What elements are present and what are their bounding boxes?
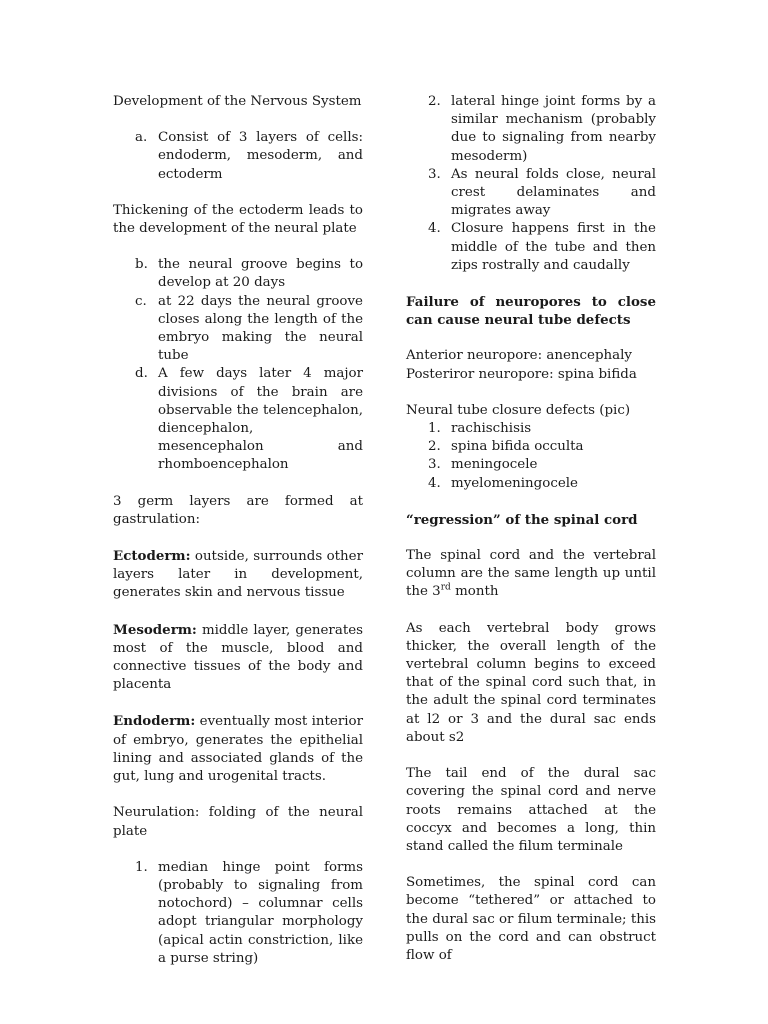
paragraph-ectoderm <box>113 547 363 603</box>
list-item-text: Closure happens first in the middle of the tube and then zips rostrally and caudally <box>451 221 656 273</box>
list-marker: b. <box>135 257 148 273</box>
heading-regression: “regression” of the spinal cord <box>406 511 638 528</box>
list-marker: 4. <box>428 475 441 491</box>
list-marker: 4. <box>428 221 441 237</box>
list-marker: 3. <box>428 457 441 473</box>
list-defects <box>406 420 656 493</box>
document-title: Development of the Nervous System <box>113 94 362 109</box>
list-layers <box>113 129 363 184</box>
paragraph-germ-layers: 3 germ layers are formed at gastrulation: <box>113 493 363 527</box>
list-neural-groove <box>113 256 363 474</box>
paragraph-neurulation: Neurulation: folding of the neural plate <box>113 805 363 839</box>
anterior-neuropore: Anterior neuropore: anencephaly <box>406 348 632 364</box>
list-item <box>113 859 363 968</box>
list-item <box>406 220 656 275</box>
list-neurulation-steps-continued <box>406 93 656 275</box>
list-item-text: A few days later 4 major divisions of the brain are observable the telencephalon, diencephalon, mesencephalon and rhomboencephalon <box>158 366 363 473</box>
term-mesoderm: Mesoderm: <box>113 621 197 638</box>
paragraph-thickening: Thickening of the ectoderm leads to the development of the neural plate <box>113 202 363 237</box>
list-item-text: median hinge point forms (probably to signaling from notochord) – columnar cells adopt triangular morphology (apical actin constriction, like a purse string) <box>158 859 363 966</box>
paragraph-defects: Neural tube closure defects (pic) <box>406 402 631 418</box>
list-item-text: rachischisis <box>451 421 532 437</box>
paragraph-same-length <box>406 547 656 602</box>
definition-mesoderm: middle layer, generates most of the muscle, blood and connective tissues of the body and placenta <box>113 622 363 693</box>
list-item <box>406 438 656 456</box>
list-item-text: at 22 days the neural groove closes along the length of the embryo making the neural tube <box>158 293 363 364</box>
list-item <box>406 166 656 221</box>
definition-endoderm: eventually most interior of embryo, generates the epithelial lining and associated glands of the gut, lung and urogenital tracts. <box>113 714 363 785</box>
list-item-text: As neural folds close, neural crest delaminates and migrates away <box>451 166 656 219</box>
list-item <box>113 129 363 184</box>
list-item-text: meningocele <box>451 457 538 473</box>
list-marker: a. <box>135 130 148 146</box>
list-item-text: the neural groove begins to develop at 20 days <box>158 257 363 291</box>
right-column <box>406 93 656 983</box>
list-marker: 3. <box>428 166 441 182</box>
list-marker: d. <box>135 366 148 382</box>
paragraph-neuropores <box>406 347 656 383</box>
list-neurulation-steps <box>113 859 363 968</box>
paragraph-dural-sac: The tail end of the dural sac covering the spinal cord and nerve roots remains attached at the coccyx and becomes a long, thin stand called the filum terminale <box>406 766 656 854</box>
list-item <box>406 456 656 474</box>
list-item <box>406 475 656 493</box>
list-item <box>406 420 656 438</box>
list-marker: 2. <box>428 94 441 109</box>
list-item-text: Consist of 3 layers of cells: endoderm, mesoderm, and ectoderm <box>158 130 363 182</box>
paragraph-vertebral-growth: As each vertebral body grows thicker, the overall length of the vertebral column begins to exceed that of the spinal cord such that, in the adult the spinal cord terminates at l2 or 3 and the dural sac ends about s2 <box>406 620 656 745</box>
list-item <box>113 365 363 474</box>
term-endoderm: Endoderm: <box>113 713 196 730</box>
list-item-text: spina bifida occulta <box>451 439 584 455</box>
list-item-text: myelomeningocele <box>451 475 578 491</box>
left-column <box>113 93 363 986</box>
posterior-neuropore: Posteriror neuropore: spina bifida <box>406 366 637 382</box>
list-item-text: lateral hinge joint forms by a similar mechanism (probably due to signaling from nearby mesoderm) <box>451 94 656 164</box>
list-item <box>113 256 363 292</box>
list-item <box>406 93 656 166</box>
term-ectoderm: Ectoderm: <box>113 548 191 565</box>
paragraph-mesoderm <box>113 621 363 695</box>
list-marker: c. <box>135 293 147 309</box>
list-marker: 1. <box>428 421 441 437</box>
list-item <box>113 293 363 366</box>
paragraph-tethered: Sometimes, the spinal cord can become “tethered” or attached to the dural sac or filum terminale; this pulls on the cord and can obstruct flow of <box>406 875 656 963</box>
heading-failure: Failure of neuropores to close can cause neural tube defects <box>406 294 656 329</box>
list-marker: 1. <box>135 859 148 875</box>
text-fragment: The spinal cord and the vertebral column are the same length up until the 3 <box>406 548 656 600</box>
text-fragment: month <box>455 584 499 600</box>
definition-ectoderm: outside, surrounds other layers later in development, generates skin and nervous tissue <box>113 549 363 601</box>
list-marker: 2. <box>428 439 441 455</box>
superscript-rd: rd <box>440 583 451 593</box>
paragraph-endoderm <box>113 712 363 786</box>
